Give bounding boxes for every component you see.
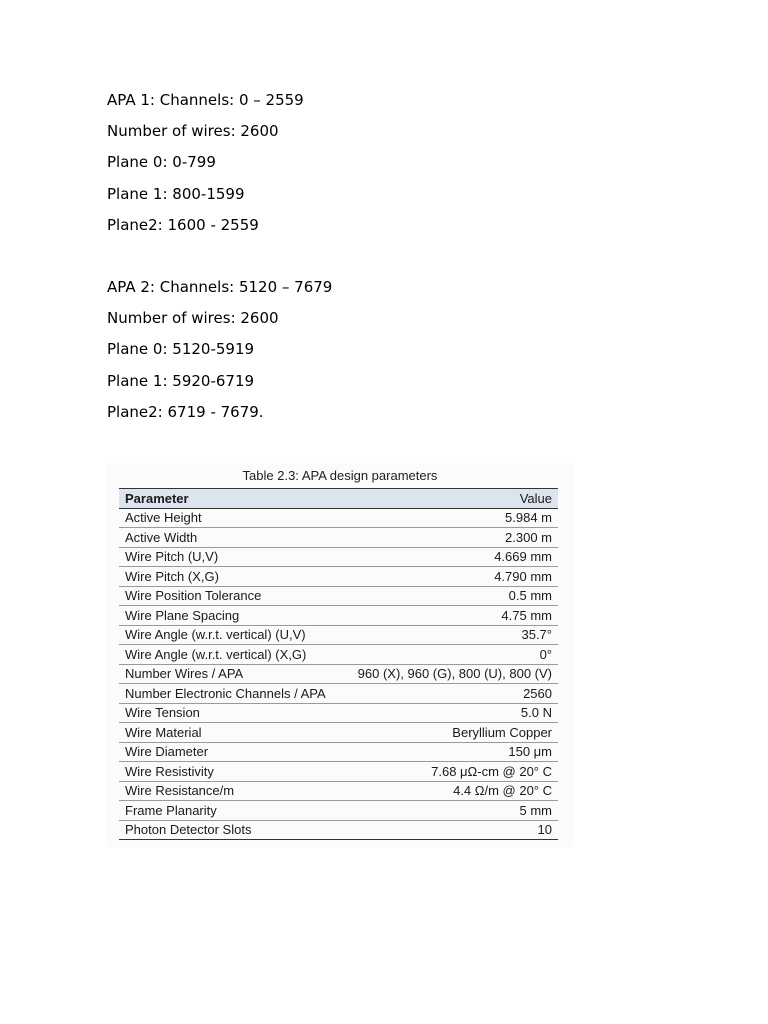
table-row	[119, 567, 558, 587]
value-cell: 2560	[342, 684, 558, 704]
parameter-cell: Frame Planarity	[119, 801, 342, 821]
table-row	[119, 586, 558, 606]
apa1-plane0: Plane 0: 0-799	[107, 153, 216, 172]
apa1-plane2: Plane2: 1600 - 2559	[107, 215, 259, 234]
table-body	[119, 508, 558, 840]
parameter-cell: Wire Plane Spacing	[119, 606, 342, 626]
value-cell: 4.75 mm	[342, 606, 558, 626]
table-row	[119, 547, 558, 567]
parameter-cell: Wire Angle (w.r.t. vertical) (X,G)	[119, 645, 342, 665]
parameter-cell: Wire Material	[119, 723, 342, 743]
table-row	[119, 781, 558, 801]
value-cell: 5.984 m	[342, 508, 558, 528]
apa1-block	[107, 90, 304, 246]
value-cell: 5 mm	[342, 801, 558, 821]
value-cell: 150 μm	[342, 742, 558, 762]
apa2-plane0: Plane 0: 5120-5919	[107, 340, 255, 359]
parameter-cell: Wire Resistivity	[119, 762, 342, 782]
parameter-cell: Number Electronic Channels / APA	[119, 684, 342, 704]
value-cell: 0°	[342, 645, 558, 665]
apa1-channels: APA 1: Channels: 0 – 2559	[107, 91, 304, 109]
table-row	[119, 723, 558, 743]
value-cell: 960 (X), 960 (G), 800 (U), 800 (V)	[342, 664, 558, 684]
parameter-cell: Wire Resistance/m	[119, 781, 342, 801]
table-figure	[107, 463, 573, 847]
parameter-cell: Wire Tension	[119, 703, 342, 723]
value-cell: 4.4 Ω/m @ 20° C	[342, 781, 558, 801]
apa1-plane1: Plane 1: 800-1599	[107, 184, 245, 203]
apa1-number-of-wires: Number of wires: 2600	[107, 122, 279, 141]
value-cell: 5.0 N	[342, 703, 558, 723]
value-cell: 0.5 mm	[342, 586, 558, 606]
parameter-cell: Number Wires / APA	[119, 664, 342, 684]
header-value: Value	[342, 489, 558, 509]
table-row	[119, 684, 558, 704]
value-cell: 4.790 mm	[342, 567, 558, 587]
table-row	[119, 762, 558, 782]
table-row	[119, 742, 558, 762]
table-header-row	[119, 489, 558, 509]
parameter-cell: Wire Diameter	[119, 742, 342, 762]
value-cell: Beryllium Copper	[342, 723, 558, 743]
table-row	[119, 528, 558, 548]
header-parameter: Parameter	[119, 489, 342, 509]
parameter-cell: Wire Position Tolerance	[119, 586, 342, 606]
parameter-cell: Wire Angle (w.r.t. vertical) (U,V)	[119, 625, 342, 645]
value-cell: 35.7°	[342, 625, 558, 645]
table-row	[119, 820, 558, 840]
apa-parameters-table	[119, 488, 558, 840]
table-row	[119, 664, 558, 684]
parameter-cell: Wire Pitch (U,V)	[119, 547, 342, 567]
parameter-cell: Wire Pitch (X,G)	[119, 567, 342, 587]
parameter-cell: Photon Detector Slots	[119, 820, 342, 840]
table-row	[119, 606, 558, 626]
apa2-plane1: Plane 1: 5920-6719	[107, 371, 255, 390]
apa2-plane2: Plane2: 6719 - 7679.	[107, 402, 264, 421]
parameter-cell: Active Height	[119, 508, 342, 528]
value-cell: 2.300 m	[342, 528, 558, 548]
table-caption: Table 2.3: APA design parameters	[242, 468, 438, 483]
value-cell: 10	[342, 820, 558, 840]
table-row	[119, 625, 558, 645]
apa2-number-of-wires: Number of wires: 2600	[107, 309, 279, 328]
value-cell: 7.68 μΩ-cm @ 20° C	[342, 762, 558, 782]
table-row	[119, 801, 558, 821]
value-cell: 4.669 mm	[342, 547, 558, 567]
apa2-channels: APA 2: Channels: 5120 – 7679	[107, 278, 333, 296]
apa2-block	[107, 277, 332, 433]
table-row	[119, 703, 558, 723]
table-row	[119, 645, 558, 665]
table-row	[119, 508, 558, 528]
parameter-cell: Active Width	[119, 528, 342, 548]
